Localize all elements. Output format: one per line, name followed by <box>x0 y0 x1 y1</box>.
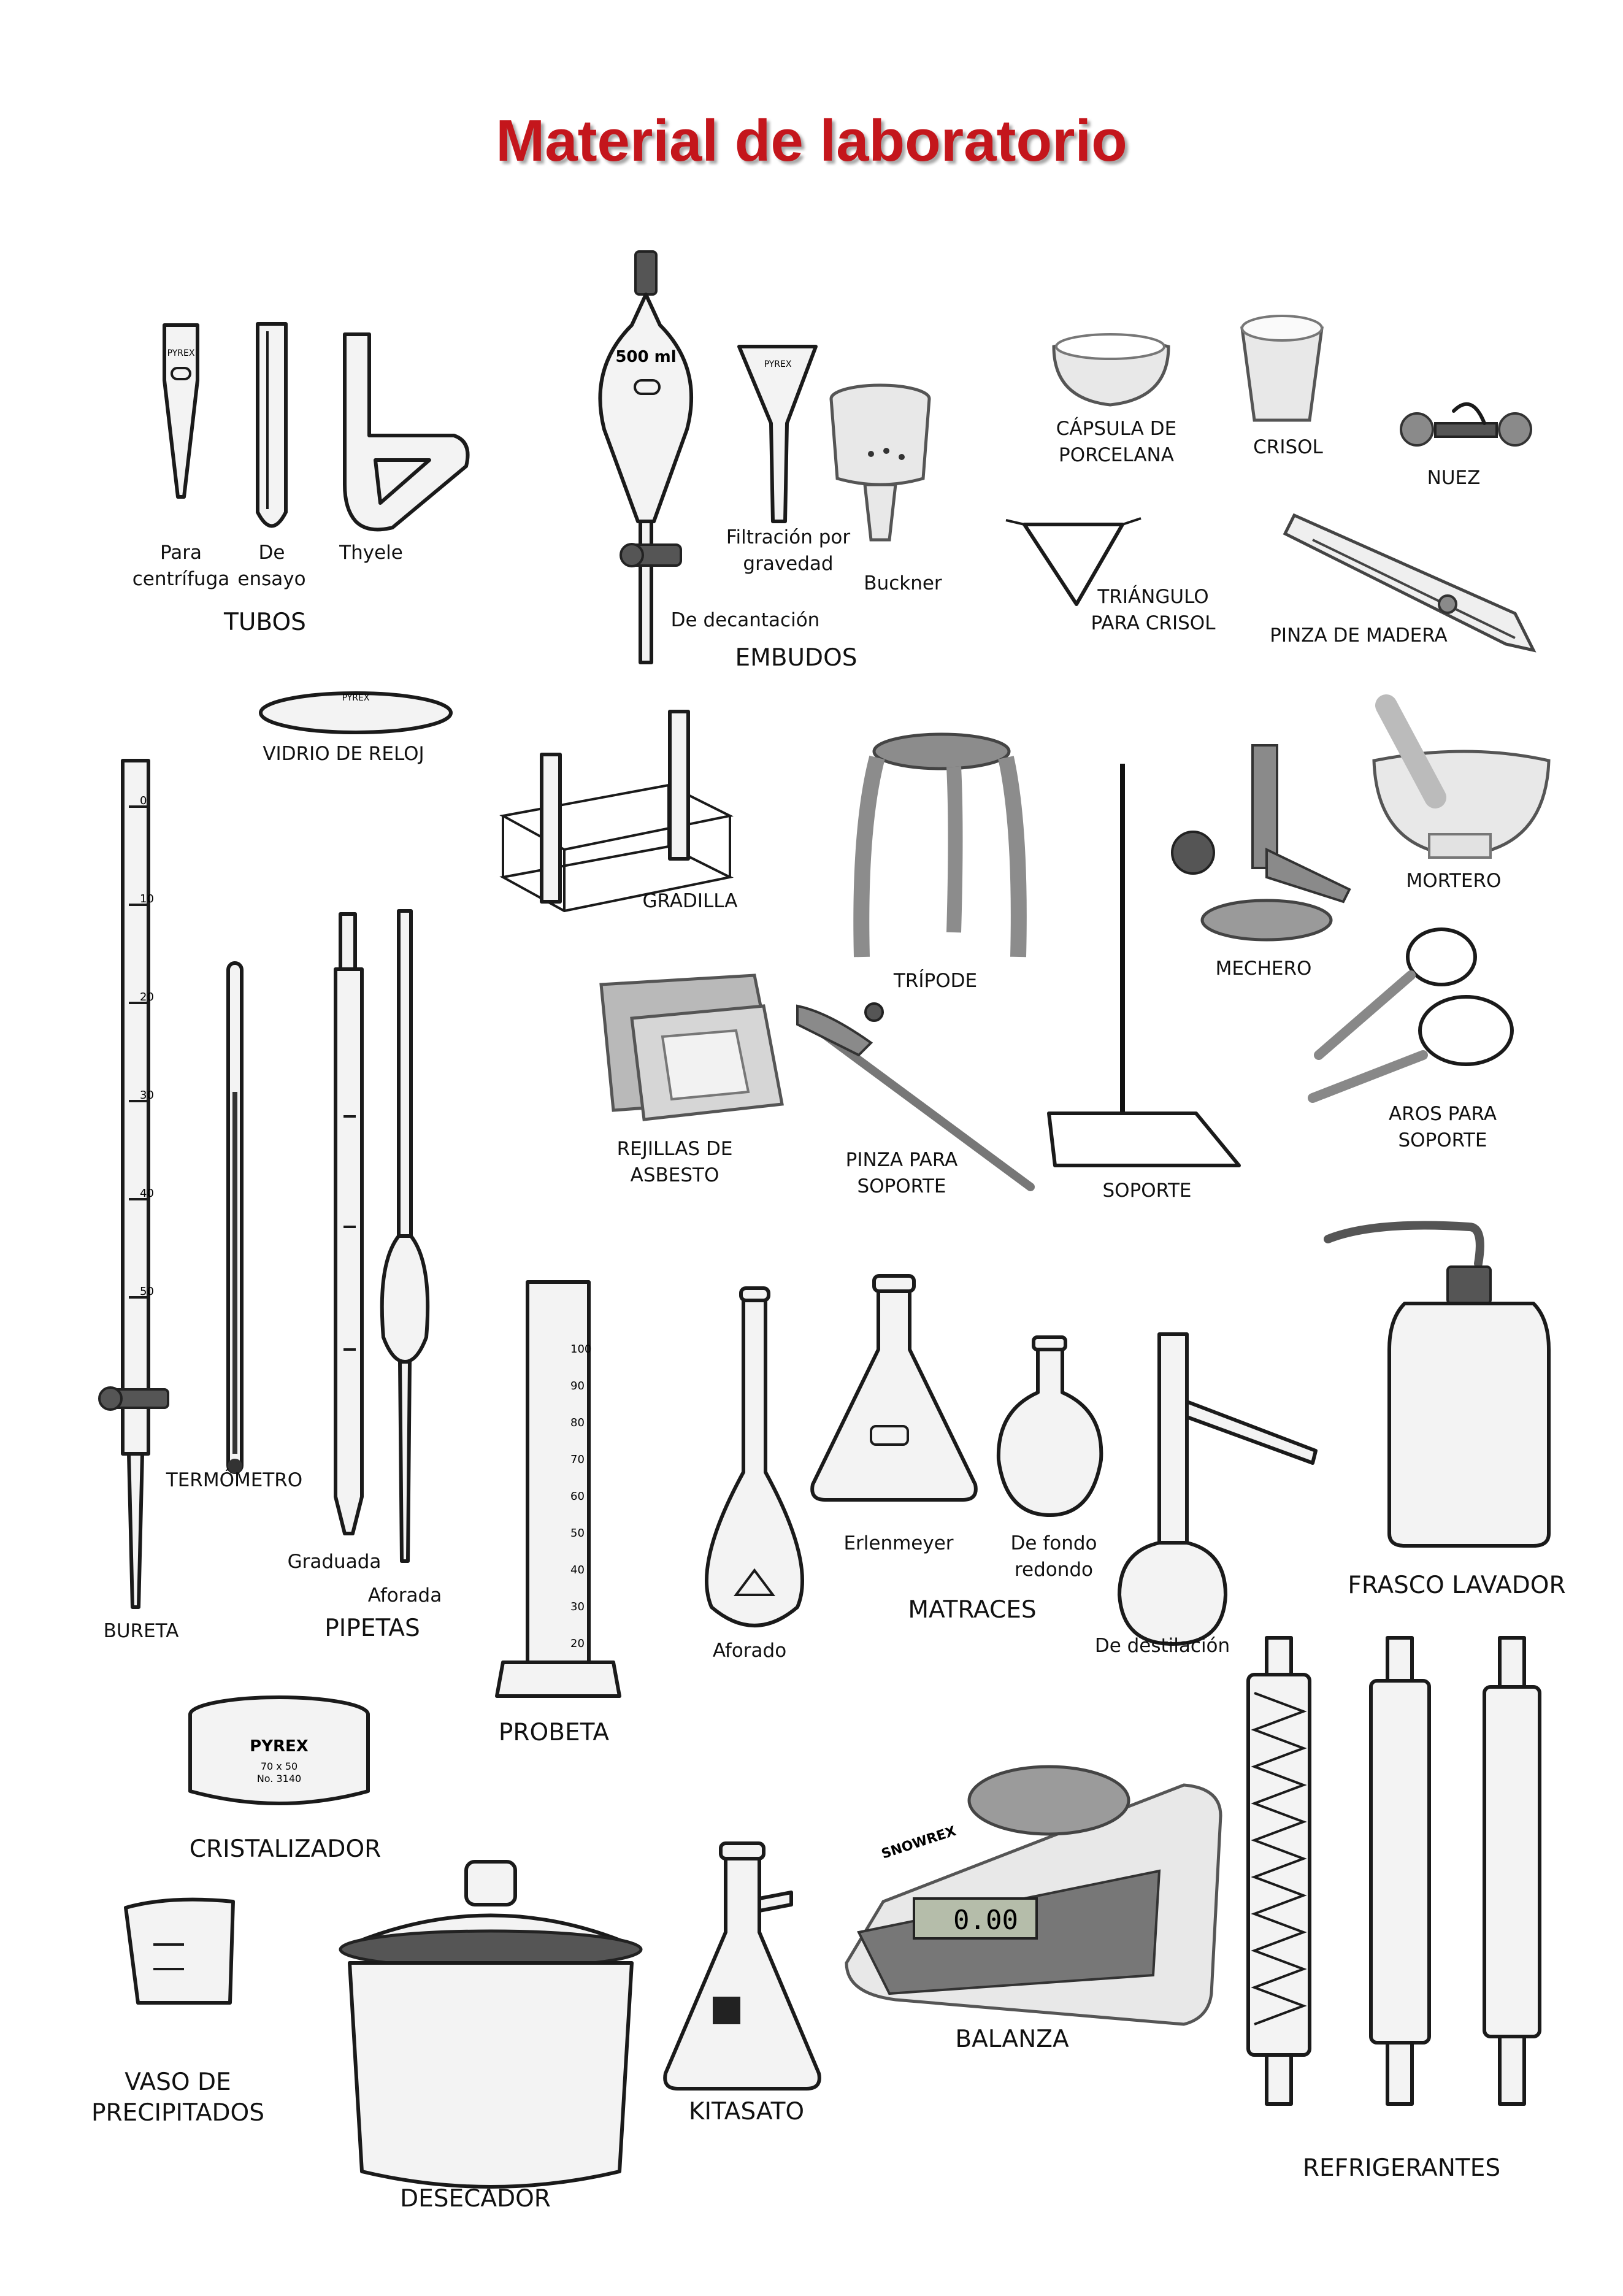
label-wash-bottle: FRASCO LAVADOR <box>1348 1572 1566 1599</box>
crucible-illustration <box>1242 316 1322 420</box>
number-mark: No. 3140 <box>256 1773 302 1784</box>
label-mortar: MORTERO <box>1406 870 1502 892</box>
mortar-and-pestle-illustration <box>1374 705 1549 858</box>
svg-text:90: 90 <box>570 1380 585 1392</box>
centrifuge-tube-illustration <box>164 325 198 497</box>
label-distillation-flask: De destilación <box>1094 1635 1230 1657</box>
label-desiccator: DESECADOR <box>400 2185 551 2213</box>
buchner-funnel-illustration <box>831 385 929 540</box>
size-mark: 70 x 50 <box>260 1760 298 1772</box>
svg-text:10: 10 <box>140 893 154 905</box>
pyrex-mark: PYREX <box>764 359 792 369</box>
label-condensers: REFRIGERANTES <box>1302 2154 1501 2182</box>
erlenmeyer-flask-illustration <box>812 1276 976 1500</box>
balance-illustration <box>846 1767 1221 2024</box>
separatory-funnel-illustration <box>600 251 691 662</box>
boss-clamp-illustration <box>1401 404 1531 445</box>
page-title: Material de laboratorio <box>496 108 1127 174</box>
label-support-rings: AROS PARA SOPORTE <box>1388 1103 1497 1151</box>
bunsen-burner-illustration <box>1172 745 1349 940</box>
test-tube-illustration <box>258 324 286 526</box>
group-label-tubes: TUBOS <box>224 609 306 636</box>
ring-stand-illustration <box>1049 764 1239 1165</box>
support-rings-illustration <box>1313 929 1512 1098</box>
label-wooden-clamp: PINZA DE MADERA <box>1270 624 1448 647</box>
label-erlenmeyer-flask: Erlenmeyer <box>843 1532 954 1554</box>
beaker-illustration <box>126 1900 233 2003</box>
pyrex-mark: PYREX <box>167 348 195 358</box>
test-tube-rack-illustration <box>503 712 730 911</box>
label-centrifuge-tube: Para centrífuga <box>132 542 230 590</box>
label-test-tube-rack: GRADILLA <box>642 890 738 912</box>
label-beaker: VASO DE PRECIPITADOS <box>91 2068 264 2127</box>
brand-mark: SNOWREX <box>880 1823 958 1862</box>
wash-bottle-illustration <box>1328 1226 1549 1546</box>
label-graduated-pipette: Graduada <box>287 1551 382 1573</box>
burette-illustration <box>99 761 168 1607</box>
wire-gauze-illustration <box>601 975 782 1119</box>
volume-mark: 500 ml <box>615 348 677 366</box>
svg-text:80: 80 <box>570 1416 585 1429</box>
label-gravity-funnel: Filtración por gravedad <box>726 526 851 575</box>
label-support-clamp: PINZA PARA SOPORTE <box>845 1149 958 1197</box>
pyrex-mark: PYREX <box>342 693 370 703</box>
svg-text:70: 70 <box>570 1453 585 1466</box>
volumetric-flask-illustration <box>707 1288 802 1626</box>
svg-text:50: 50 <box>570 1527 585 1540</box>
label-crucible: CRISOL <box>1253 436 1323 458</box>
label-test-tube: De ensayo <box>237 542 306 590</box>
watch-glass-illustration <box>261 693 451 732</box>
label-evaporating-dish: CÁPSULA DE PORCELANA <box>1056 418 1177 466</box>
label-buchner-flask: KITASATO <box>688 2098 805 2125</box>
svg-text:30: 30 <box>570 1600 585 1613</box>
gravity-funnel-illustration <box>739 347 816 521</box>
label-separatory-funnel: De decantación <box>670 609 820 631</box>
label-ring-stand: SOPORTE <box>1102 1180 1192 1202</box>
round-bottom-flask-illustration <box>999 1337 1101 1515</box>
desiccator-illustration <box>340 1862 641 2187</box>
evaporating-dish-illustration <box>1054 334 1168 405</box>
label-round-bottom-flask: De fondo redondo <box>1010 1532 1097 1581</box>
label-buchner-funnel: Buckner <box>864 572 942 594</box>
pyrex-mark: PYREX <box>250 1737 309 1756</box>
label-thiele-tube: Thyele <box>339 542 403 564</box>
crystallizing-dish-illustration <box>190 1697 368 1803</box>
label-tripod: TRÍPODE <box>893 970 978 992</box>
group-label-funnels: EMBUDOS <box>735 644 858 672</box>
graduated-pipette-illustration <box>336 914 362 1534</box>
label-volumetric-flask: Aforado <box>712 1640 787 1662</box>
label-burette: BURETA <box>103 1620 179 1642</box>
group-label-pipettes: PIPETAS <box>324 1614 420 1642</box>
label-wire-gauze: REJILLAS DE ASBESTO <box>616 1138 733 1186</box>
group-label-flasks: MATRACES <box>908 1596 1037 1624</box>
thiele-tube-illustration <box>345 334 468 529</box>
svg-text:40: 40 <box>140 1187 154 1200</box>
thermometer-illustration <box>228 963 242 1473</box>
svg-text:50: 50 <box>140 1285 154 1298</box>
display-reading: 0.00 <box>953 1905 1018 1936</box>
label-volumetric-pipette: Aforada <box>367 1584 442 1607</box>
label-graduated-cylinder: PROBETA <box>498 1719 610 1746</box>
svg-text:100: 100 <box>570 1343 592 1356</box>
label-thermometer: TERMÓMETRO <box>166 1469 303 1491</box>
label-balance: BALANZA <box>955 2025 1069 2053</box>
condensers-illustration <box>1248 1638 1540 2104</box>
svg-text:30: 30 <box>140 1089 154 1102</box>
svg-text:60: 60 <box>570 1490 585 1503</box>
label-watch-glass: VIDRIO DE RELOJ <box>263 743 424 765</box>
svg-text:20: 20 <box>570 1637 585 1650</box>
tripod-illustration <box>861 734 1019 957</box>
svg-text:20: 20 <box>140 991 154 1004</box>
label-bunsen-burner: MECHERO <box>1215 958 1312 980</box>
distillation-flask-illustration <box>1119 1334 1316 1644</box>
label-boss-clamp: NUEZ <box>1427 467 1481 489</box>
svg-text:40: 40 <box>570 1564 585 1576</box>
label-clay-triangle: TRIÁNGULO PARA CRISOL <box>1091 586 1216 634</box>
volumetric-pipette-illustration <box>382 911 428 1561</box>
graduated-cylinder-illustration <box>497 1282 620 1696</box>
label-crystallizing-dish: CRISTALIZADOR <box>189 1835 382 1863</box>
svg-text:0: 0 <box>140 794 147 807</box>
buchner-flask-illustration <box>665 1843 819 2089</box>
